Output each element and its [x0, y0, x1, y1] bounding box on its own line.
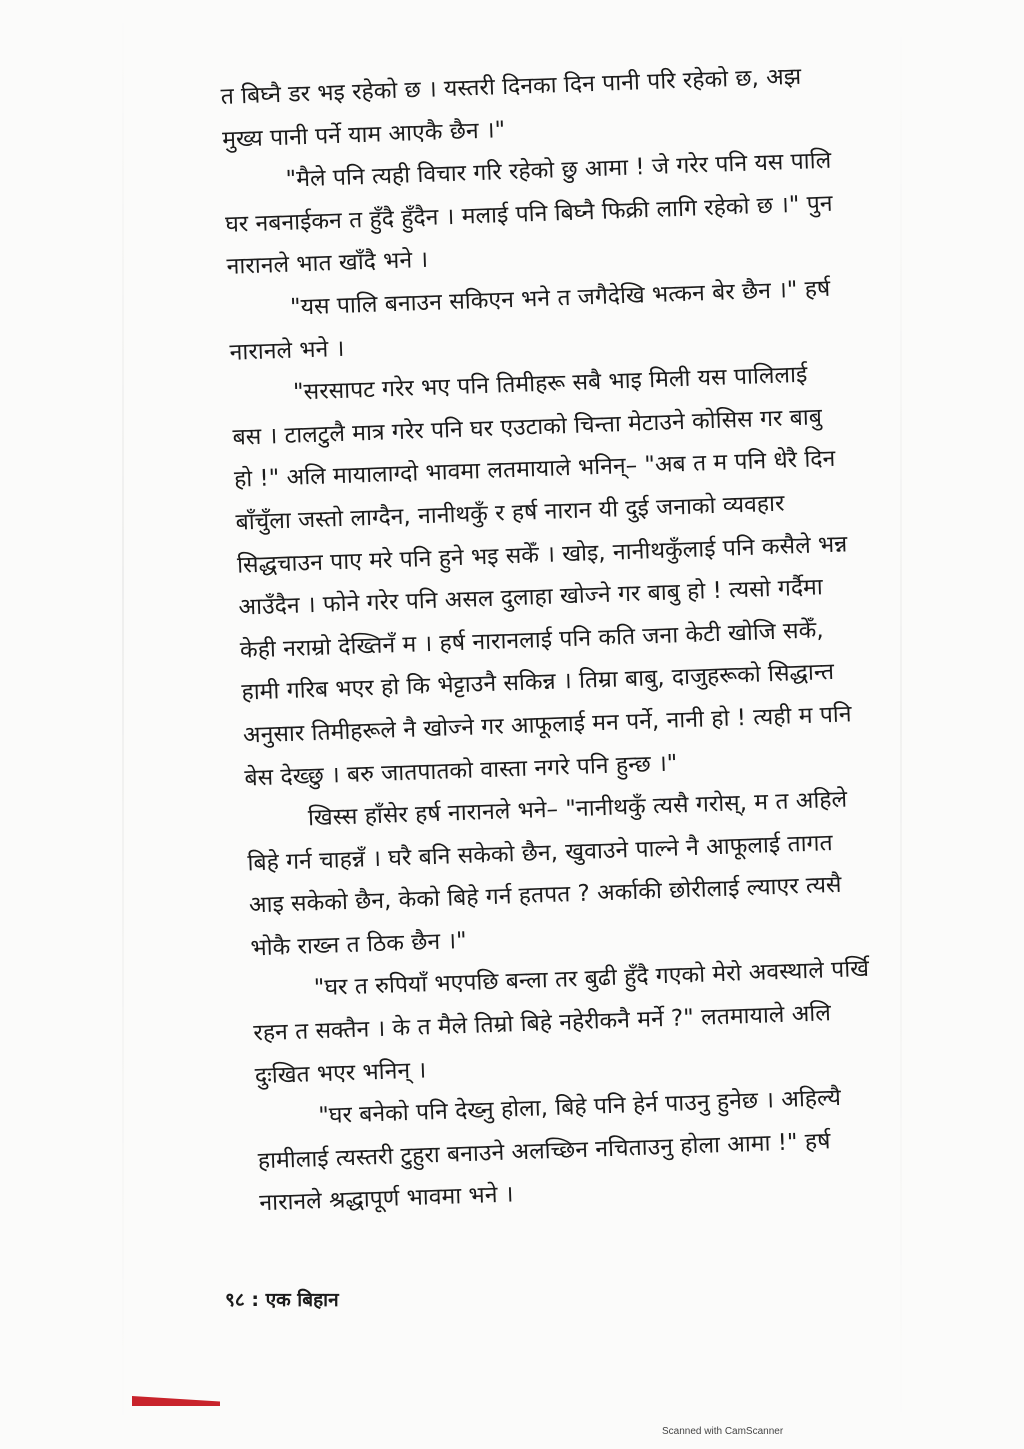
text-line: केही नराम्रो देख्तिनँ म । हर्ष नारानलाई पनि कति जना केटी खोजि सकेँ, — [239, 617, 824, 664]
text-line: हो !" अलि मायालाग्दो भावमा लतमायाले भनिन्– "अब त म पनि धेरै दिन — [233, 446, 836, 494]
page-footer: ९८ : एक बिहान — [225, 1289, 339, 1311]
text-line: खिस्स हाँसेर हर्ष नारानले भने– "नानीथकुँ त्यसै गरोस्, म त अहिले — [307, 786, 848, 832]
text-line: बस । टालटुलै मात्र गरेर पनि घर एउटाको चिन्ता मेटाउने कोसिस गर बाबु — [232, 403, 823, 451]
text-line: अनुसार तिमीहरूले नै खोज्ने गर आफूलाई मन पर्ने, नानी हो ! त्यही म पनि — [242, 701, 852, 749]
text-line: हामीलाई त्यस्तरी टुहुरा बनाउने अलच्छिन नचिताउनु होला आमा !" हर्ष — [257, 1128, 831, 1175]
text-line: घर नबनाईकन त हुँदै हुँदैन । मलाई पनि बिघ्नै फिक्री लागि रहेको छ ।" पुन — [224, 190, 833, 238]
text-line: बिहे गर्न चाहन्नँ । घरै बनि सकेको छैन, खुवाउने पाल्ने नै आफूलाई तागत — [247, 829, 834, 877]
text-line: बेस देख्छु । बरु जातपातको वास्ता नगरे पनि हुन्छ ।" — [244, 749, 678, 792]
text-line: आइ सकेको छैन, केको बिहे गर्न हतपत ? अर्काकी छोरीलाई ल्याएर त्यसै — [248, 872, 842, 919]
scanner-watermark: Scanned with CamScanner — [662, 1426, 784, 1437]
text-line: सिद्धचाउन पाए मरे पनि हुने भइ सकेँ । खोइ, नानीथकुँलाई पनि कसैले भन्न — [236, 530, 848, 579]
text-line: "मैले पनि त्यही विचार गरि रहेको छु आमा ! जे गरेर पनि यस पालि — [285, 147, 832, 193]
text-line: आउँदैन । फोने गरेर पनि असल दुलाहा खोज्ने गर बाबु हो ! त्यसो गर्दैमा — [238, 574, 824, 621]
body-text — [220, 54, 900, 1226]
text-line: रहन त सक्तैन । के त मैले तिम्रो बिहे नहेरीकनै मर्ने ?" लतमायाले अलि — [252, 1000, 832, 1047]
text-line: "घर बनेको पनि देख्नु होला, बिहे पनि हेर्न पाउनु हुनेछ । अहिल्यै — [317, 1085, 842, 1130]
red-marker-stroke — [132, 1396, 220, 1406]
text-line: "सरसापट गरेर भए पनि तिमीहरू सबै भाइ मिली यस पालिलाई — [292, 361, 808, 406]
text-line: दुःखित भएर भनिन् । — [254, 1057, 427, 1090]
text-line: मुख्य पानी पर्ने याम आएकै छैन ।" — [221, 116, 506, 153]
text-line: बाँचुँला जस्तो लाग्दैन, नानीथकुँ र हर्ष नारान यी दुई जनाको व्यवहार — [235, 490, 785, 536]
page-edge-shadow-right — [900, 0, 902, 1449]
text-line: त बिघ्नै डर भइ रहेको छ । यस्तरी दिनका दिन पानी परि रहेको छ, अझ — [220, 63, 802, 110]
text-line: भोकै राख्न त ठिक छैन ।" — [250, 927, 468, 962]
text-line: हामी गरिब भएर हो कि भेट्टाउनै सकिन्न । तिम्रा बाबु, दाजुहरूको सिद्धान्त — [241, 659, 835, 706]
text-line: नारानले श्रद्धापूर्ण भावमा भने । — [258, 1181, 514, 1217]
text-line: "यस पालि बनाउन सकिएन भने त जगैदेखि भत्कन बेर छैन ।" हर्ष — [289, 275, 831, 321]
page-edge-shadow — [122, 0, 124, 1449]
text-line: नारानले भात खाँदै भने । — [226, 247, 429, 281]
text-line: "घर त रुपियाँ भएपछि बन्ला तर बुढी हुँदै गएको मेरो अवस्थाले पर्खि — [313, 956, 870, 1002]
text-line: नारानले भने । — [229, 335, 345, 366]
